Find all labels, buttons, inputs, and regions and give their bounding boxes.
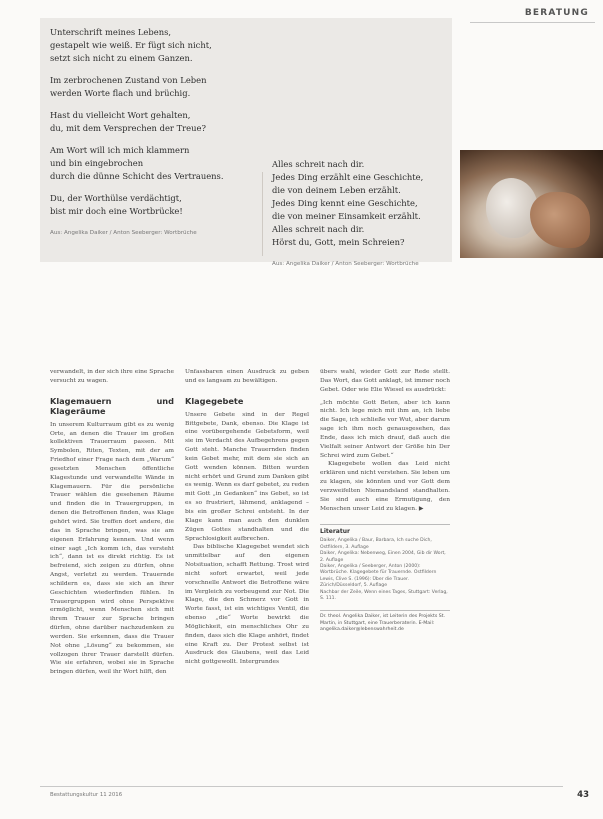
photo-hands-stone bbox=[460, 150, 603, 258]
paragraph: Unsere Gebete sind in der Regel Bittgebete, Dank, ebenso. Die Klage ist eine vorübergehende Gebetsform, weil sie im Verdacht des Aufbegehrens gegen Gott steht. Manche Trauernden finden kein Gebet mehr, mit dem sie sich an Gott wenden können. Bitten wurden nicht erhört und Grund zum Danken gibt es wenig. Wenn es darf gebetet, zu reden mit Gott „in Gedanken“ ins Gebet, so ist es so frustriert, lähmend, anklagend – bis ein großer Schrei entsteht. In der Klage kann man auch den dunklen Zügen Gottes standhalten und die Sprachlosigkeit aufbrechen. bbox=[185, 411, 309, 542]
poem-line: Hast du vielleicht Wort gehalten, bbox=[50, 110, 191, 120]
poem-box bbox=[40, 18, 452, 267]
poem-line: und bin eingebrochen bbox=[50, 158, 144, 168]
column-2 bbox=[185, 368, 309, 667]
poem-source: Aus: Angelika Daiker / Anton Seeberger: Wortbrüche bbox=[50, 230, 197, 236]
poem-right bbox=[272, 158, 448, 271]
literature-item: Daiker, Angelika / Seeberger, Anton (2000): Wortbrüche. Klagegebete für Trauernde. Ostfildern bbox=[320, 563, 437, 576]
paragraph bbox=[320, 460, 450, 513]
poem-line: Hörst du, Gott, mein Schreien? bbox=[272, 237, 405, 247]
stanza bbox=[50, 26, 250, 65]
poem-line: Jedes Ding kennt eine Geschichte, bbox=[272, 198, 418, 208]
poem-line: Unterschrift meines Lebens, bbox=[50, 27, 172, 37]
quote: „Ich möchte Gott Beten, aber ich kann nicht. Ich lege mich mit ihm an, ich liebe die Sage, ich schließe vor Wut, aber darum sage ich ihm noch genausgesehen, das Ende, dass ich mich drauf, daß auch die Vielfalt seiner Antwort der Größe hin Der Schrei wird zum Gebet.“ bbox=[320, 399, 450, 459]
footer-publication: Bestattungskultur 11 2016 bbox=[50, 792, 123, 798]
literature-item: Lewis, Clive S. (1996): Über die Trauer. Zürich/Düsseldorf, 5. Auflage bbox=[320, 576, 409, 589]
poem-line: Du, der Worthülse verdächtigt, bbox=[50, 193, 182, 203]
paragraph: verwandelt, in der sich ihre eine Sprache versucht zu wagen. bbox=[50, 369, 174, 384]
section-tag: BERATUNG bbox=[524, 8, 589, 18]
paragraph: Das biblische Klagegebet wendet sich unmittelbar auf den eigenen Notsituation, schafft Rettung. Trost wird nicht sofort erwartet, weil jede vorschnelle Antwort die Betroffene wäre im Vergleich zu vorbeugend zur Not. Die Klage, die den Schmerz vor Gott in Worte fasst, ist ein wichtiges Ventil, die ebenso „die“ Worte bewirkt die Möglichkeit, ein menschliches Ohr zu finden, dass sich die Klage anhört, findet eine Kraft zu. Der Protest selbst ist Ausdruck des Glaubens, weil das Leid nicht gottgewollt. Intergrundes bbox=[185, 544, 309, 666]
poem-line: Alles schreit nach dir. bbox=[272, 159, 365, 169]
poem-line: Alles schreit nach dir. bbox=[272, 224, 365, 234]
poem-line: die von deinem Leben erzählt. bbox=[272, 185, 401, 195]
header-rule bbox=[470, 22, 595, 23]
poem-line: bist mir doch eine Wortbrücke! bbox=[50, 206, 183, 216]
author-box: Dr. theol. Angelika Daiker, ist Leiterin des Projekts St. Martin, in Stuttgart, eine Trauerberaterin. E-Mail: angelika.daiker@lebenswahrheit.de bbox=[320, 610, 450, 634]
poem-divider bbox=[262, 172, 263, 256]
poem-line: Am Wort will ich mich klammern bbox=[50, 145, 190, 155]
poem-line: Im zerbrochenen Zustand von Leben bbox=[50, 75, 207, 85]
paragraph: In unserem Kulturraum gibt es zu wenig Orte, an denen die Trauer im großen kollektiven Trauerraum passen. Mit Symbolen, Riten, Texten, mit der am Friedhof einer Frage nach dem „Warum“ gesetzten Menschen öffentliche Klagestunde und verwandelte Wände in Klagemauern. Für die persönliche Trauer wählen die gesehenen Räume und finden die in Trauergruppen, in denen die Betroffenen finden, was Klage gehört wird. Sie treffen dort andere, die das in Sprache bringen, was sie am eigenen Erfahrung kennen. Und wenn einer sagt „Ich komm ich, das versteht ich“, dann ist es direkt richtig. Es ist befreiend, sich zeigen zu dürfen, ohne Angst, verletzt zu werden. Trauernde schildern es, dass sie sich an ihrer Geschichten wiederfinden fühlen. In Trauergruppen wird ohne Perspektive ermöglicht, wenn Menschen sich mit ihrem Trauer zur Sprache bringen dürfen, ohne darüber nachzudenken zu werden. Sie erkennen, dass die Trauer Not ohne „Lösung“ zu bekommen, sie vollzogen ihrer Trauer darstellt dürfen. Wie sie erfahren, wobei sie in Sprache bringen dürfen, weil ihr Wort hilft, den bbox=[50, 421, 174, 676]
literature-box bbox=[320, 524, 450, 603]
footer-rule bbox=[40, 786, 563, 787]
hand-shape bbox=[530, 192, 590, 248]
stanza bbox=[50, 192, 250, 218]
section-heading: Klagegebete bbox=[185, 395, 244, 406]
paragraph: übers wahl, wieder Gott zur Rede stellt. Das Wort, das Gott anklagt, ist immer noch Gebet. Oder wie Elie Wiesel es ausdrückt: bbox=[320, 369, 450, 393]
stanza bbox=[50, 109, 250, 135]
poem-line: Jedes Ding erzählt eine Geschichte, bbox=[272, 172, 424, 182]
stanza bbox=[50, 74, 250, 100]
column-1 bbox=[50, 368, 174, 677]
paragraph: Unfassbaren einen Ausdruck zu geben und es langsam zu bewältigen. bbox=[185, 369, 309, 384]
literature-item: Daiker, Angelika / Baur, Barbara, Ich suche Dich, Ostfildern, 3. Auflage bbox=[320, 538, 432, 550]
paragraph-text: Klagegebete wollen das Leid nicht erklären und nicht verstehen. Sie leben um zu klagen, sie könnten und vor Gott dem verzweifelten Niemandsland standhalten. Sie sind auch eine Ermutigung, den Menschen unser Leid zu klagen. bbox=[320, 461, 450, 512]
column-3 bbox=[320, 368, 450, 634]
page-number: 43 bbox=[577, 790, 589, 800]
literature-item: Daiker, Angelika: Nebenweg, Einen 2004, Gib dir Wort, 2. Auflage bbox=[320, 551, 446, 563]
poem-line: gestapelt wie weiß. Er fügt sich nicht, bbox=[50, 40, 212, 50]
end-mark-icon: ▶ bbox=[418, 504, 424, 512]
stanza bbox=[272, 158, 448, 249]
poem-line: werden Worte flach und brüchig. bbox=[50, 88, 191, 98]
literature-item: Nachbar der Zeile, Wenn eines Tages, Stuttgart: Verlag, S. 111. bbox=[320, 589, 448, 601]
stanza bbox=[50, 144, 250, 183]
poem-source: Aus: Angelika Daiker / Anton Seeberger: Wortbrüche bbox=[272, 261, 419, 267]
section-heading: Klagemauern und Klageräume bbox=[50, 395, 174, 416]
poem-line: setzt sich nicht zu einem Ganzen. bbox=[50, 53, 193, 63]
literature-title: Literatur bbox=[320, 527, 350, 535]
poem-line: durch die dünne Schicht des Vertrauens. bbox=[50, 171, 224, 181]
poem-line: du, mit dem Versprechen der Treue? bbox=[50, 123, 206, 133]
poem-line: die von meiner Einsamkeit erzählt. bbox=[272, 211, 421, 221]
poem-left bbox=[50, 26, 250, 240]
